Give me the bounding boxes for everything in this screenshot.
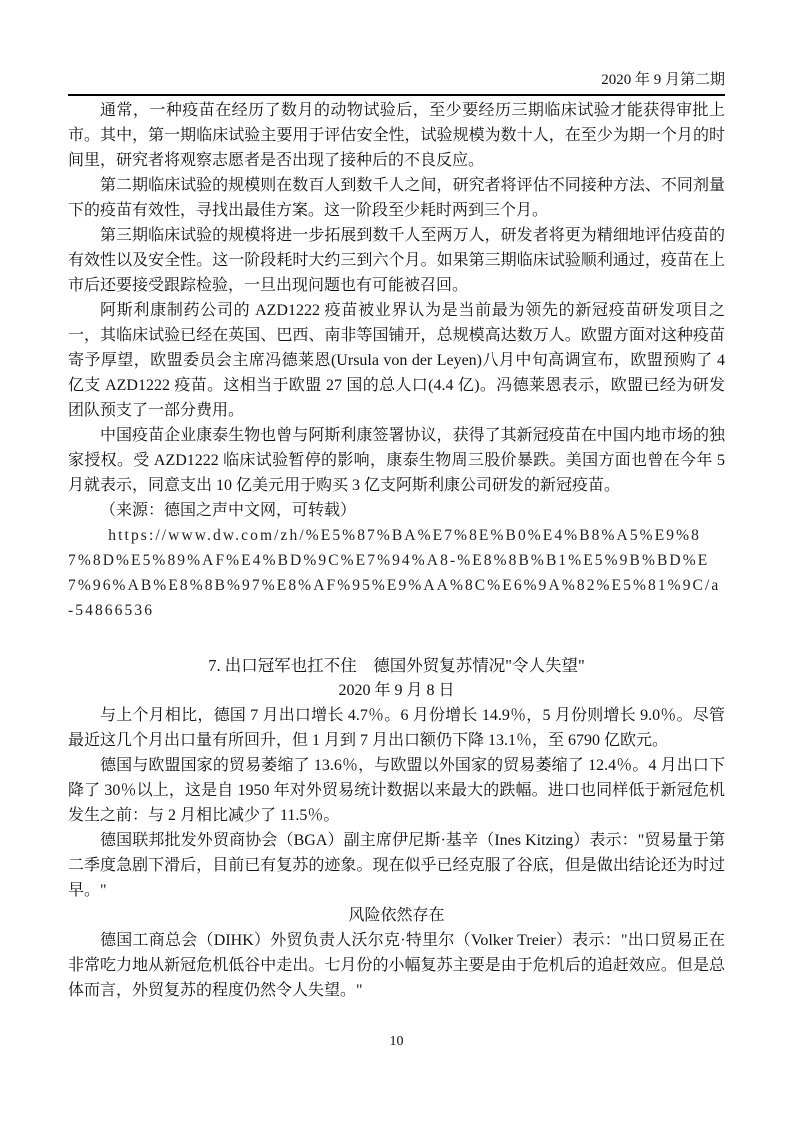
- page-number: 10: [389, 1034, 404, 1049]
- subheading-risk: 风险依然存在: [348, 907, 445, 924]
- trade-paragraph-1: 与上个月相比，德国 7 月出口增长 4.7％。6 月份增长 14.9％，5 月份则增长 9.0％。尽管最近这几个月出口量有所回升，但 1 月到 7 月出口额仍下降 13.1％，至 6790 亿欧元。: [68, 707, 725, 749]
- source-line: （来源：德国之声中文网，可转载）: [100, 502, 357, 519]
- section-title: 7. 出口冠军也扛不住 德国外贸复苏情况"令人失望": [208, 656, 585, 675]
- issue-label: 2020 年 9 月第二期: [601, 72, 725, 88]
- section-date: 2020 年 9 月 8 日: [338, 682, 455, 699]
- trade-paragraph-4: 德国工商总会（DIHK）外贸负责人沃尔克·特里尔（Volker Treier）表示："出口贸易正在非常吃力地从新冠危机低谷中走出。七月份的小幅复苏主要是由于危机后的追赶效应。但是总体而言，外贸复苏的程度仍然令人失望。": [68, 932, 725, 999]
- page-footer: [0, 1032, 793, 1052]
- article-url-link[interactable]: https://www.dw.com/zh/%E5%87%BA%E7%8E%B0%E4%B8%A5%E9%87%8D%E5%89%AF%E4%BD%9C%E7%94%A8-%E8%8B%B1%E5%9B%BD%E7%96%AB%E8%8B%97%E8%AF%95%E9%AA%8C%E6%9A%82%E5%81%9C/a-54866536: [68, 527, 721, 619]
- trade-paragraph-3: 德国联邦批发外贸商协会（BGA）副主席伊尼斯·基辛（Ines Kitzing）表示："贸易量于第二季度急剧下滑后，目前已有复苏的迹象。现在似乎已经克服了谷底，但是做出结论还为时过早。": [68, 832, 725, 899]
- trade-paragraph-2: 德国与欧盟国家的贸易萎缩了 13.6％，与欧盟以外国家的贸易萎缩了 12.4％。4 月出口下降了 30％以上，这是自 1950 年对外贸易统计数据以来最大的跌幅。进口也同样低于新冠危机发生之前：与 2 月相比减少了 11.5％。: [68, 757, 725, 824]
- vaccine-paragraph-3: 第三期临床试验的规模将进一步拓展到数千人至两万人，研发者将更为精细地评估疫苗的有效性以及安全性。这一阶段耗时大约三到六个月。如果第三期临床试验顺利通过，疫苗在上市后还要接受跟踪检验，一旦出现问题也有可能被召回。: [68, 227, 725, 294]
- vaccine-paragraph-4: 阿斯利康制药公司的 AZD1222 疫苗被业界认为是当前最为领先的新冠疫苗研发项目之一，其临床试验已经在英国、巴西、南非等国铺开，总规模高达数万人。欧盟方面对这种疫苗寄予厚望，欧盟委员会主席冯德莱恩(Ursula von der Leyen)八月中旬高调宣布，欧盟预购了 4 亿支 AZD1222 疫苗。这相当于欧盟 27 国的总人口(4.4 亿)。冯德莱恩表示，欧盟已经为研发团队预支了一部分费用。: [68, 302, 725, 419]
- vaccine-paragraph-5: 中国疫苗企业康泰生物也曾与阿斯利康签署协议，获得了其新冠疫苗在中国内地市场的独家授权。受 AZD1222 临床试验暂停的影响，康泰生物周三股价暴跌。美国方面也曾在今年 5 月就表示，同意支出 10 亿美元用于购买 3 亿支阿斯利康公司研发的新冠疫苗。: [68, 427, 725, 494]
- page-header: [68, 0, 725, 96]
- vaccine-paragraph-1: 通常，一种疫苗在经历了数月的动物试验后，至少要经历三期临床试验才能获得审批上市。其中，第一期临床试验主要用于评估安全性，试验规模为数十人，在至少为期一个月的时间里，研究者将观察志愿者是否出现了接种后的不良反应。: [68, 102, 725, 169]
- vaccine-paragraph-2: 第二期临床试验的规模则在数百人到数千人之间，研究者将评估不同接种方法、不同剂量下的疫苗有效性，寻找出最佳方案。这一阶段至少耗时两到三个月。: [68, 177, 725, 219]
- page-body: [68, 98, 725, 1003]
